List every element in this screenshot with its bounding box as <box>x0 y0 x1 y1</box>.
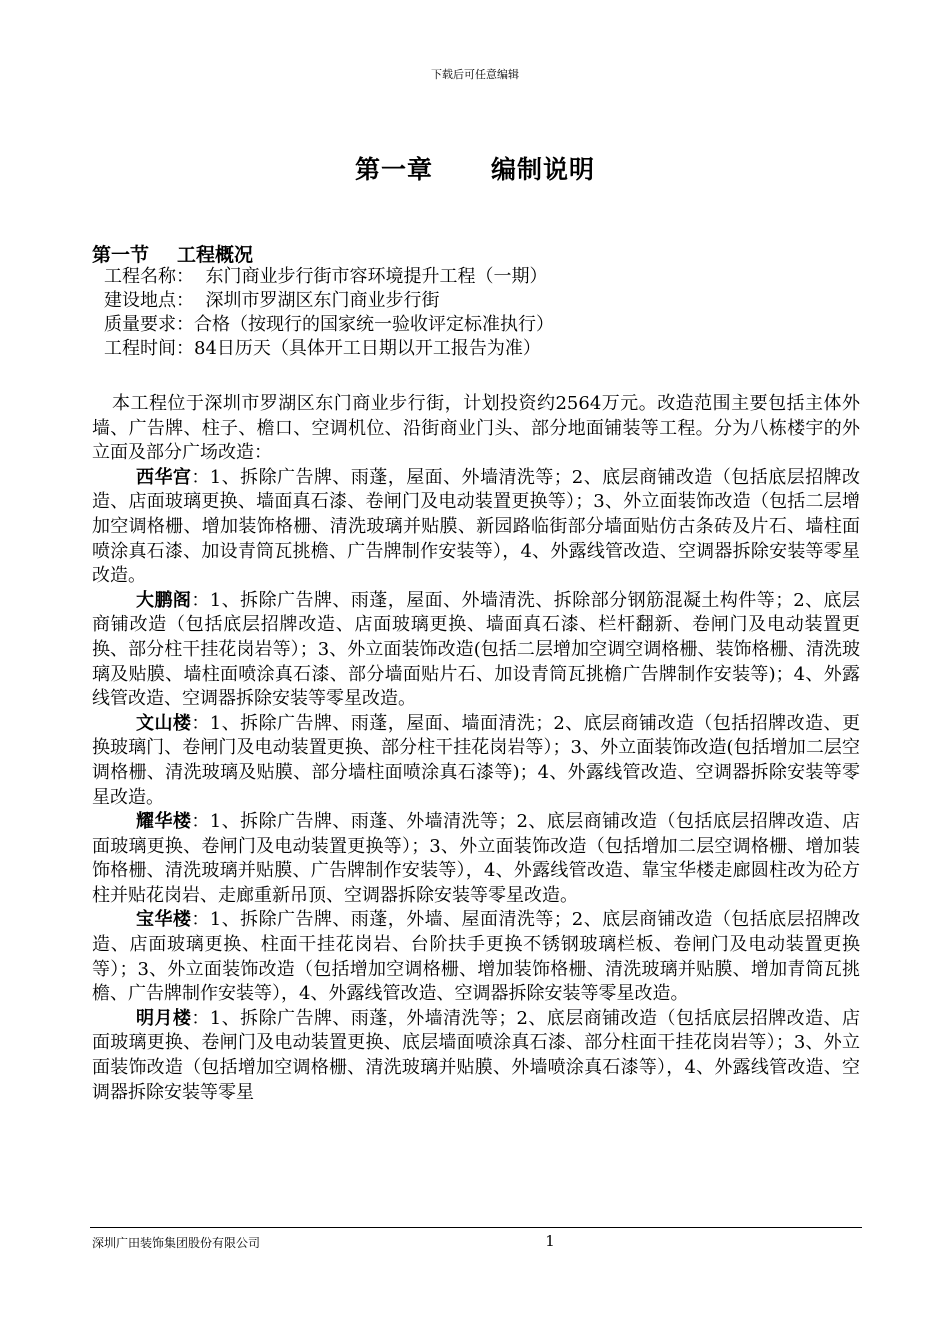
building-name: 大鹏阁 <box>136 589 192 611</box>
info-value: 深圳市罗湖区东门商业步行街 <box>194 290 440 311</box>
building-paragraph <box>92 712 860 810</box>
info-value: 合格（按现行的国家统一验收评定标准执行） <box>194 314 554 335</box>
footer-company: 深圳广田装饰集团股份有限公司 <box>92 1236 261 1250</box>
info-row-duration <box>92 337 862 361</box>
info-label: 质量要求： <box>104 314 194 335</box>
chapter-title <box>0 150 950 186</box>
info-row-location <box>92 289 862 313</box>
project-info <box>92 265 862 361</box>
building-text: ：1、拆除广告牌、雨蓬，外墙清洗等；2、底层商铺改造（包括底层招牌改造、店面玻璃更换、卷闸门及电动装置更换、底层墙面喷涂真石漆、部分柱面干挂花岗岩等）；3、外立面装饰改造（包括增加空调格栅、清洗玻璃并贴膜、外墙喷涂真石漆等），4、外露线管改造、空调器拆除安装等零星 <box>92 1007 861 1103</box>
building-text: ：1、拆除广告牌、雨蓬，屋面、墙面清洗；2、底层商铺改造（包括招牌改造、更换玻璃门、卷闸门及电动装置更换、部分柱干挂花岗岩等）；3、外立面装饰改造(包括增加二层空调格栅、清洗玻璃及贴膜、部分墙柱面喷涂真石漆等)；4、外露线管改造、空调器拆除安装等零星改造。 <box>92 712 861 808</box>
info-row-quality <box>92 313 862 337</box>
page-header-note: 下载后可任意编辑 <box>431 68 519 81</box>
building-text: ：1、拆除广告牌、雨蓬、外墙清洗等；2、底层商铺改造（包括底层招牌改造、店面玻璃更换、卷闸门及电动装置更换等）；3、外立面装饰改造（包括增加二层空调格栅、增加装饰格栅、清洗玻璃并贴膜、广告牌制作安装等），4、外露线管改造、靠宝华楼走廊圆柱改为砼方柱并贴花岗岩、走廊重新吊顶、空调器拆除安装等零星改造。 <box>92 811 861 906</box>
project-description <box>92 392 860 1105</box>
chapter-name: 编制说明 <box>491 155 596 184</box>
building-text: ：1、拆除广告牌、雨蓬，屋面、外墙清洗等；2、底层商铺改造（包括底层招牌改造、店面玻璃更换、墙面真石漆、卷闸门及电动装置更换等）；3、外立面装饰改造（包括二层增加空调格栅、增加装饰格栅、清洗玻璃并贴膜、新园路临街部分墙面贴仿古条砖及片石、墙柱面喷涂真石漆、加设青筒瓦挑檐、广告牌制作安装等），4、外露线管改造、空调器拆除安装等零星改造。 <box>92 466 861 587</box>
building-name: 西华宫 <box>136 466 192 488</box>
page-number: 1 <box>545 1232 555 1250</box>
info-row-name <box>92 265 862 289</box>
building-paragraph <box>92 589 860 712</box>
info-value: 东门商业步行街市容环境提升工程（一期） <box>194 266 548 287</box>
building-text: ：1、拆除广告牌、雨蓬，屋面、外墙清洗、拆除部分钢筋混凝土构件等；2、底层商铺改造（包括底层招牌改造、店面玻璃更换、墙面真石漆、栏杆翻新、卷闸门及电动装置更换、部分柱干挂花岗岩等）；3、外立面装饰改造(包括二层增加空调空调格栅、装饰格栅、清洗玻璃及贴膜、墙柱面喷涂真石漆、部分墙面贴片石、加设青筒瓦挑檐广告牌制作安装等)；4、外露线管改造、空调器拆除安装等零星改造。 <box>92 589 861 710</box>
building-text: ：1、拆除广告牌、雨蓬，外墙、屋面清洗等；2、底层商铺改造（包括底层招牌改造、店面玻璃更换、柱面干挂花岗岩、台阶扶手更换不锈钢玻璃栏板、卷闸门及电动装置更换等）；3、外立面装饰改造（包括增加空调格栅、增加装饰格栅、清洗玻璃并贴膜、增加青筒瓦挑檐、广告牌制作安装等），4、外露线管改造、空调器拆除安装等零星改造。 <box>92 909 861 1005</box>
building-paragraph <box>92 466 860 589</box>
info-label: 建设地点： <box>104 290 194 311</box>
section-name: 工程概况 <box>177 244 254 266</box>
footer-divider <box>90 1227 862 1228</box>
section-number: 第一节 <box>92 244 150 266</box>
building-name: 耀华楼 <box>136 811 192 833</box>
info-value: 84日历天（具体开工日期以开工报告为准） <box>194 338 541 359</box>
building-name: 文山楼 <box>136 712 192 734</box>
intro-paragraph: 本工程位于深圳市罗湖区东门商业步行街，计划投资约2564万元。改造范围主要包括主体外墙、广告牌、柱子、檐口、空调机位、沿街商业门头、部分地面铺装等工程。分为八栋楼宇的外立面及部分广场改造： <box>92 393 860 464</box>
building-paragraph <box>92 908 860 1006</box>
section-title <box>92 240 253 267</box>
building-paragraph <box>92 1007 860 1105</box>
chapter-number: 第一章 <box>354 155 433 184</box>
building-paragraph <box>92 810 860 908</box>
building-name: 明月楼 <box>136 1007 192 1029</box>
info-label: 工程名称： <box>104 266 194 287</box>
info-label: 工程时间： <box>104 338 194 359</box>
building-name: 宝华楼 <box>136 909 192 931</box>
